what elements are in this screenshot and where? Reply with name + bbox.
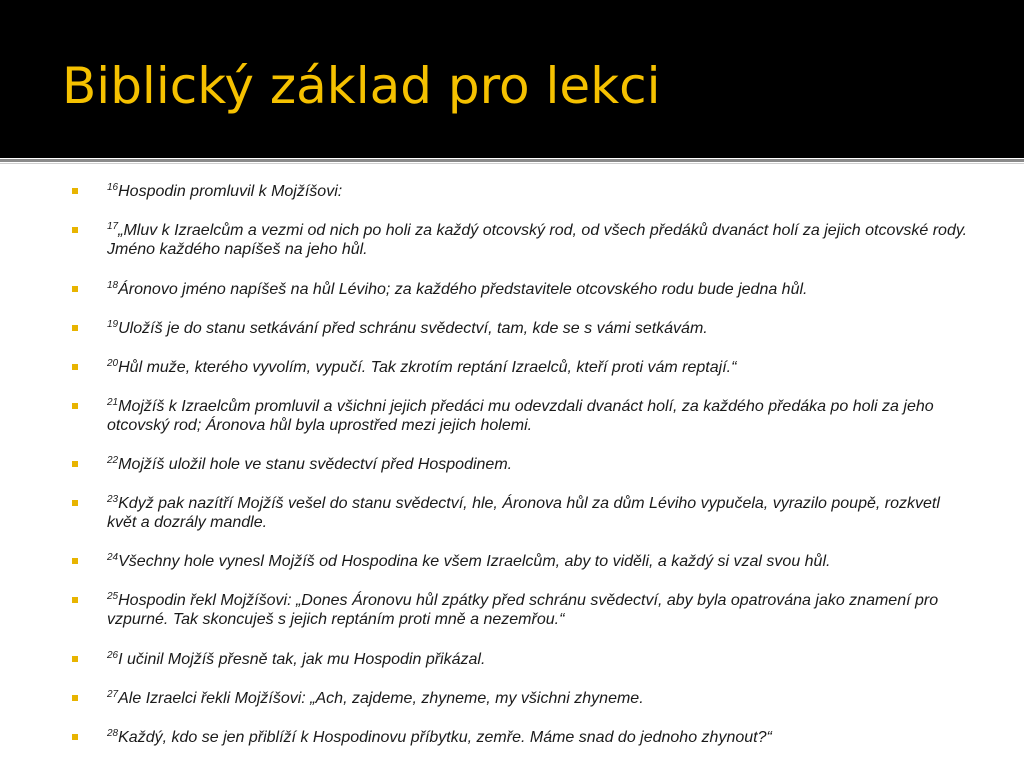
- verse-text: Všechny hole vynesl Mojžíš od Hospodina ke všem Izraelcům, aby to viděli, a každý si vzal svou hůl.: [118, 553, 831, 570]
- verse-text: Áronovo jméno napíšeš na hůl Léviho; za každého představitele otcovského rodu bude jedna hůl.: [118, 281, 808, 298]
- square-bullet-icon: [72, 227, 78, 233]
- verse-text: Mojžíš k Izraelcům promluvil a všichni jejich předáci mu odevzdali dvanáct holí, za každého předáka po holi za jeho otcovský rod; Áronova hůl byla uprostřed mezi jejich holemi.: [107, 398, 934, 434]
- verse-number: 25: [107, 591, 119, 602]
- square-bullet-icon: [72, 500, 78, 506]
- verse-text: Hůl muže, kterého vyvolím, vypučí. Tak zkrotím reptání Izraelců, kteří proti vám reptají.“: [118, 359, 737, 376]
- verse-text: Hospodin promluvil k Mojžíšovi:: [118, 183, 343, 200]
- verse-text: Každý, kdo se jen přiblíží k Hospodinovu příbytku, zemře. Máme snad do jednoho zhynout?“: [118, 729, 772, 746]
- verse-number: 23: [107, 494, 119, 505]
- verse-number: 17: [107, 221, 119, 232]
- square-bullet-icon: [72, 695, 78, 701]
- square-bullet-icon: [72, 461, 78, 467]
- divider-line: [0, 159, 1024, 162]
- square-bullet-icon: [72, 403, 78, 409]
- title-bar: [0, 0, 1024, 158]
- verse-item: [72, 280, 972, 299]
- verse-number: 20: [107, 358, 119, 369]
- verse-number: 24: [107, 552, 119, 563]
- divider-line-thin: [0, 163, 1024, 164]
- verse-item: [72, 591, 972, 629]
- verse-item: [72, 397, 972, 435]
- square-bullet-icon: [72, 286, 78, 292]
- verse-item: [72, 182, 972, 201]
- verse-number: 28: [107, 728, 119, 739]
- verse-text: Hospodin řekl Mojžíšovi: „Dones Áronovu hůl zpátky před schránu svědectví, aby byla opatrována jako znamení pro vzpurné. Tak skoncuješ s jejich reptáním proti mně a nezemřou.“: [107, 592, 939, 628]
- slide-title: Biblický základ pro lekci: [62, 57, 661, 115]
- verse-item: [72, 319, 972, 338]
- verse-item: [72, 728, 972, 747]
- verse-item: [72, 358, 972, 377]
- verse-item: [72, 650, 972, 669]
- verse-text: I učinil Mojžíš přesně tak, jak mu Hospodin přikázal.: [118, 651, 486, 668]
- verse-number: 18: [107, 280, 119, 291]
- square-bullet-icon: [72, 597, 78, 603]
- verse-number: 27: [107, 689, 119, 700]
- verse-list: [72, 182, 972, 747]
- square-bullet-icon: [72, 364, 78, 370]
- verse-item: [72, 221, 972, 259]
- verse-number: 16: [107, 182, 119, 193]
- square-bullet-icon: [72, 656, 78, 662]
- verse-text: „Mluv k Izraelcům a vezmi od nich po holi za každý otcovský rod, od všech předáků dvanáct holí za jejich otcovské rody. Jméno každého napíšeš na jeho hůl.: [107, 222, 968, 258]
- verse-number: 22: [107, 455, 119, 466]
- verse-item: [72, 494, 972, 532]
- verse-text: Ale Izraelci řekli Mojžíšovi: „Ach, zajdeme, zhyneme, my všichni zhyneme.: [118, 690, 644, 707]
- verse-item: [72, 689, 972, 708]
- verse-text: Uložíš je do stanu setkávání před schránu svědectví, tam, kde se s vámi setkávám.: [118, 320, 708, 337]
- square-bullet-icon: [72, 188, 78, 194]
- square-bullet-icon: [72, 325, 78, 331]
- verse-item: [72, 552, 972, 571]
- verse-number: 26: [107, 650, 119, 661]
- verse-number: 19: [107, 319, 119, 330]
- verse-text: Když pak nazítří Mojžíš vešel do stanu svědectví, hle, Áronova hůl za dům Léviho vypučela, vyrazilo poupě, rozkvetl květ a dozrály mandle.: [107, 495, 940, 531]
- square-bullet-icon: [72, 734, 78, 740]
- verse-number: 21: [107, 397, 119, 408]
- verse-item: [72, 455, 972, 474]
- square-bullet-icon: [72, 558, 78, 564]
- verse-text: Mojžíš uložil hole ve stanu svědectví před Hospodinem.: [118, 456, 513, 473]
